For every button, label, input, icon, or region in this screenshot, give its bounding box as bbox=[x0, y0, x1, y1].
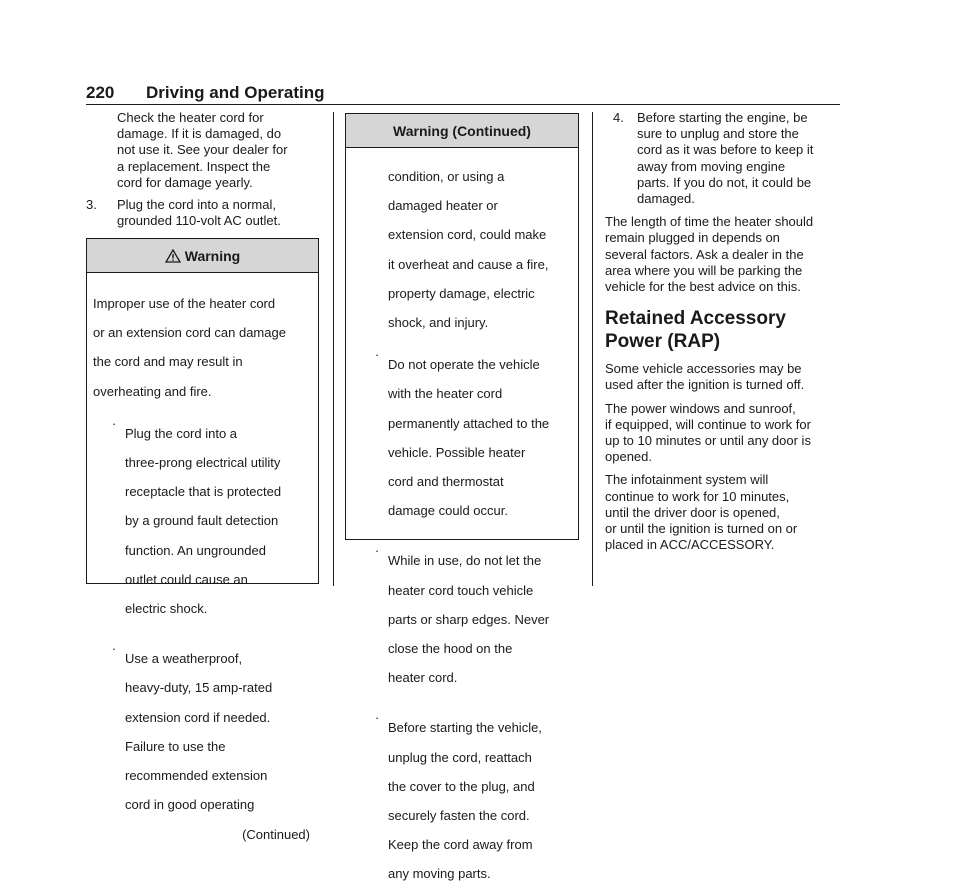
step-3 bbox=[86, 197, 321, 229]
warning-continued-body bbox=[346, 148, 578, 896]
text-line: Improper use of the heater cord bbox=[93, 296, 276, 311]
text-line: Keep the cord away from bbox=[388, 837, 533, 853]
bullet-icon: . bbox=[112, 412, 116, 428]
text-line: electric shock. bbox=[125, 601, 208, 617]
section-title: Driving and Operating bbox=[146, 83, 325, 102]
page-header bbox=[86, 83, 840, 105]
text-line: recommended extension bbox=[125, 768, 268, 784]
bullet-icon: . bbox=[112, 638, 116, 654]
text-line: heavy-duty, 15 amp-rated bbox=[125, 680, 273, 696]
text-line: opened. bbox=[605, 449, 652, 465]
heading-line: Retained Accessory bbox=[605, 308, 786, 330]
heading-line: Power (RAP) bbox=[605, 331, 721, 353]
text-line: Before starting the vehicle, bbox=[388, 720, 542, 736]
text-line: damage could occur. bbox=[388, 503, 508, 519]
text-line: The infotainment system will bbox=[605, 472, 769, 488]
bullet-icon: . bbox=[375, 707, 379, 723]
paragraph bbox=[605, 401, 845, 466]
text-line: extension cord if needed. bbox=[125, 709, 271, 725]
text-line: or until the ignition is turned on or bbox=[605, 521, 798, 537]
bullet-icon: . bbox=[375, 344, 379, 360]
text-line: Before starting the engine, be bbox=[637, 110, 808, 125]
warning-title: Warning bbox=[184, 248, 241, 264]
column-divider-2 bbox=[592, 112, 593, 586]
text-line: not use it. See your dealer for bbox=[117, 142, 288, 158]
list-item bbox=[366, 707, 570, 895]
text-line: heater cord. bbox=[388, 670, 458, 686]
list-item bbox=[103, 413, 312, 630]
text-line: cord in good operating bbox=[125, 797, 255, 813]
text-line: vehicle for the best advice on this. bbox=[605, 279, 801, 295]
header-rule bbox=[86, 104, 840, 105]
warning-body bbox=[87, 273, 318, 844]
text-line: any moving parts. bbox=[388, 866, 491, 882]
text-line: function. An ungrounded bbox=[125, 542, 266, 558]
page-number: 220 bbox=[86, 83, 115, 102]
text-line: damage. If it is damaged, do bbox=[117, 126, 282, 142]
text-line: property damage, electric bbox=[388, 285, 535, 301]
text-line: Plug the cord into a normal, bbox=[117, 197, 276, 213]
text-line: away from moving engine bbox=[637, 158, 786, 174]
text-line: the cover to the plug, and bbox=[388, 778, 535, 794]
text-line: cord for damage yearly. bbox=[117, 174, 253, 190]
text-line: Plug the cord into a bbox=[125, 425, 238, 441]
text-line: vehicle. Possible heater bbox=[388, 444, 526, 460]
column-divider-1 bbox=[333, 112, 334, 586]
text-line: a replacement. Inspect the bbox=[117, 158, 271, 174]
section-heading bbox=[605, 307, 845, 353]
continued-label: (Continued) bbox=[242, 827, 310, 843]
text-line: if equipped, will continue to work for bbox=[605, 416, 811, 432]
column-3 bbox=[605, 110, 845, 553]
step-2-continued bbox=[86, 110, 321, 191]
text-line: cord as it was before to keep it bbox=[637, 142, 814, 158]
text-line: outlet could cause an bbox=[125, 571, 248, 587]
text-line: damaged. bbox=[637, 191, 695, 207]
list-item bbox=[366, 540, 570, 699]
text-line: shock, and injury. bbox=[388, 315, 489, 331]
bullet-icon: . bbox=[375, 540, 379, 556]
text-line: permanently attached to the bbox=[388, 415, 550, 431]
text-line: unplug the cord, reattach bbox=[388, 749, 532, 765]
text-line: While in use, do not let the bbox=[388, 553, 542, 569]
step-number: 4. bbox=[613, 110, 624, 125]
paragraph bbox=[605, 361, 845, 393]
text-line: Use a weatherproof, bbox=[125, 651, 243, 667]
text-line: parts. If you do not, it could be bbox=[637, 174, 812, 190]
text-line: up to 10 minutes or until any door is bbox=[605, 433, 811, 449]
text-line: close the hood on the bbox=[388, 641, 513, 657]
text-line: by a ground fault detection bbox=[125, 513, 279, 529]
step-number: 3. bbox=[86, 197, 97, 213]
text-line: heater cord touch vehicle bbox=[388, 582, 534, 598]
list-item bbox=[103, 638, 312, 826]
warning-box bbox=[86, 238, 319, 843]
text-line: placed in ACC/ACCESSORY. bbox=[605, 537, 775, 553]
warning-triangle-icon bbox=[165, 241, 181, 255]
list-item bbox=[366, 344, 570, 532]
text-line: sure to unplug and store the bbox=[637, 126, 799, 142]
text-line: damaged heater or bbox=[388, 198, 498, 214]
text-line: remain plugged in depends on bbox=[605, 230, 780, 246]
text-line: Failure to use the bbox=[125, 738, 226, 754]
text-line: the cord and may result in bbox=[93, 354, 243, 370]
text-line: with the heater cord bbox=[388, 386, 503, 402]
text-line: receptacle that is protected bbox=[125, 484, 282, 500]
warning-header bbox=[87, 239, 318, 273]
paragraph bbox=[605, 472, 845, 553]
warning-continued-header bbox=[346, 114, 578, 148]
text-line: condition, or using a bbox=[388, 169, 505, 184]
text-line: The length of time the heater should bbox=[605, 214, 814, 230]
text-line: area where you will be parking the bbox=[605, 262, 803, 278]
text-line: continue to work for 10 minutes, bbox=[605, 488, 790, 504]
warning-continued-title: Warning (Continued) bbox=[393, 123, 531, 139]
step-4 bbox=[605, 110, 845, 207]
text-line: grounded 110-volt AC outlet. bbox=[117, 213, 281, 229]
text-line: three-prong electrical utility bbox=[125, 455, 281, 471]
text-line: The power windows and sunroof, bbox=[605, 400, 796, 416]
text-line: it overheat and cause a fire, bbox=[388, 256, 549, 272]
text-line: or an extension cord can damage bbox=[93, 325, 286, 341]
text-line: Some vehicle accessories may be bbox=[605, 361, 802, 377]
text-line: overheating and fire. bbox=[93, 383, 212, 399]
column-1 bbox=[86, 110, 321, 229]
warning-continued-box bbox=[345, 113, 579, 882]
text-line: until the driver door is opened, bbox=[605, 504, 780, 520]
text-line: Do not operate the vehicle bbox=[388, 357, 540, 373]
text-line: cord and thermostat bbox=[388, 474, 504, 490]
text-line: extension cord, could make bbox=[388, 227, 547, 243]
text-line: used after the ignition is turned off. bbox=[605, 377, 805, 393]
text-line: parts or sharp edges. Never bbox=[388, 611, 550, 627]
paragraph bbox=[605, 214, 845, 295]
text-line: several factors. Ask a dealer in the bbox=[605, 246, 804, 262]
text-line: Check the heater cord for bbox=[117, 110, 264, 125]
text-line: securely fasten the cord. bbox=[388, 808, 530, 824]
